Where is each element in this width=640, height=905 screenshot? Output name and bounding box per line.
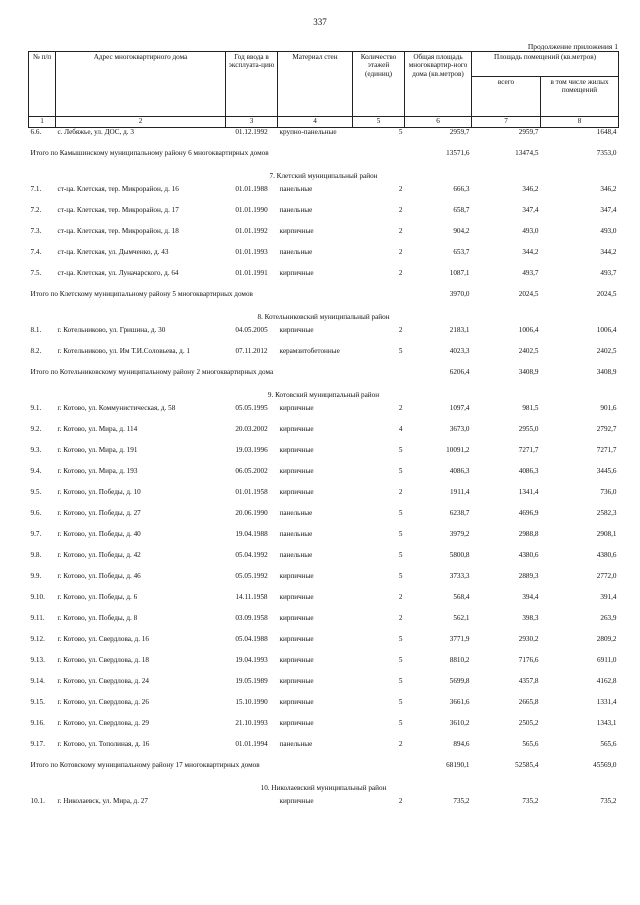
year-cell: 19.04.1988 <box>235 530 268 538</box>
row-number: 9.9. <box>30 572 42 580</box>
floors-cell: 5 <box>398 347 403 355</box>
year-cell <box>226 797 278 818</box>
premises-residential-cell: 263,9 <box>600 614 617 622</box>
material-cell: кирпичные <box>279 269 314 277</box>
year-cell: 21.10.1993 <box>235 719 268 727</box>
material-cell: панельные <box>279 509 313 517</box>
year-cell: 01.01.1994 <box>235 740 268 748</box>
section-title: 9. Котовский муниципальный район <box>267 391 380 399</box>
address-cell: г. Котово, ул. Свердлова, д. 18 <box>57 656 149 664</box>
premises-residential-cell: 3445,6 <box>596 467 617 475</box>
premises-residential-cell: 7271,7 <box>596 446 617 454</box>
floors-cell: 2 <box>398 593 403 601</box>
year-cell: 05.04.1992 <box>235 551 268 559</box>
total-row <box>29 368 619 391</box>
year-cell: 05.05.1992 <box>235 572 268 580</box>
table-row <box>29 740 619 761</box>
table-row <box>29 572 619 593</box>
premises-all-cell: 7271,7 <box>518 446 539 454</box>
material-cell: кирпичные <box>279 467 314 475</box>
total-row <box>29 290 619 313</box>
address-cell: г. Котово, ул. Свердлова, д. 26 <box>57 698 149 706</box>
row-number: 9.3. <box>30 446 42 454</box>
col-number: 6 <box>405 117 472 128</box>
table-header <box>29 52 619 128</box>
total-area-cell: 68190,1 <box>446 761 470 769</box>
housing-table <box>28 51 619 818</box>
premises-residential-cell: 735,2 <box>600 797 617 805</box>
row-number: 9.13. <box>30 656 45 664</box>
table-row <box>29 248 619 269</box>
premises-all-cell: 4357,8 <box>518 677 539 685</box>
total-area-cell: 3610,2 <box>449 719 470 727</box>
header-premises: Площадь помещений (кв.метров) <box>472 52 619 77</box>
premises-all-cell: 1006,4 <box>518 326 539 334</box>
material-cell: кирпичные <box>279 425 314 433</box>
year-cell: 01.01.1993 <box>235 248 268 256</box>
table-row <box>29 347 619 368</box>
row-number: 9.11. <box>30 614 45 622</box>
table-row <box>29 206 619 227</box>
year-cell: 05.05.1995 <box>235 404 268 412</box>
premises-all-cell: 565,6 <box>522 740 539 748</box>
premises-all-cell: 398,3 <box>522 614 539 622</box>
table-row <box>29 530 619 551</box>
continuation-note: Продолжение приложения 1 <box>527 42 618 51</box>
premises-all-cell: 493,0 <box>522 227 539 235</box>
table-row <box>29 719 619 740</box>
address-cell: г. Котельниково, ул. Им Т.И.Соловьева, д. 1 <box>57 347 191 355</box>
floors-cell: 5 <box>398 128 403 136</box>
material-cell: крупно-панельные <box>279 128 337 136</box>
total-area-cell: 3970,0 <box>449 290 470 298</box>
premises-all-cell: 2930,2 <box>518 635 539 643</box>
header-material: Материал стен <box>278 52 353 117</box>
year-cell: 19.04.1993 <box>235 656 268 664</box>
address-cell: г. Николаевск, ул. Мира, д. 27 <box>57 797 148 805</box>
floors-cell: 2 <box>398 206 403 214</box>
year-cell: 01.01.1991 <box>235 269 268 277</box>
premises-all-cell: 2889,3 <box>518 572 539 580</box>
section-title: 7. Клетский муниципальный район <box>269 172 378 180</box>
material-cell: кирпичные <box>279 797 314 805</box>
address-cell: ст-ца. Клетская, ул. Дымченко, д. 43 <box>57 248 169 256</box>
table-row <box>29 425 619 446</box>
material-cell: кирпичные <box>279 404 314 412</box>
total-area-cell: 4086,3 <box>449 467 470 475</box>
premises-residential-cell: 2908,1 <box>596 530 617 538</box>
premises-all-cell: 2955,0 <box>518 425 539 433</box>
floors-cell: 2 <box>398 404 403 412</box>
row-number: 10.1. <box>30 797 45 805</box>
premises-residential-cell: 2809,2 <box>596 635 617 643</box>
premises-all-cell: 493,7 <box>522 269 539 277</box>
material-cell: кирпичные <box>279 719 314 727</box>
total-label: Итого по Котельниковскому муниципальному району 2 многоквартирных дома <box>30 368 274 376</box>
table-row <box>29 509 619 530</box>
floors-cell: 5 <box>398 656 403 664</box>
row-number: 9.14. <box>30 677 45 685</box>
premises-all-cell: 735,2 <box>522 797 539 805</box>
col-number: 5 <box>353 117 405 128</box>
page-number: 337 <box>313 17 327 27</box>
address-cell: г. Котово, ул. Мира, д. 193 <box>57 467 138 475</box>
material-cell: кирпичные <box>279 656 314 664</box>
col-number: 2 <box>56 117 226 128</box>
premises-residential-cell: 1648,4 <box>596 128 617 136</box>
row-number: 9.10. <box>30 593 45 601</box>
premises-all-cell: 4696,9 <box>518 509 539 517</box>
total-area-cell: 8810,2 <box>449 656 470 664</box>
year-cell: 03.09.1958 <box>235 614 268 622</box>
row-number: 9.12. <box>30 635 45 643</box>
premises-residential-cell: 2402,5 <box>596 347 617 355</box>
total-area-cell: 1087,1 <box>449 269 470 277</box>
address-cell: ст-ца. Клетская, тер. Микрорайон, д. 18 <box>57 227 179 235</box>
year-cell: 01.01.1988 <box>235 185 268 193</box>
premises-all-cell: 347,4 <box>522 206 539 214</box>
table-row <box>29 404 619 425</box>
year-cell: 06.05.2002 <box>235 467 268 475</box>
year-cell: 20.03.2002 <box>235 425 268 433</box>
total-area-cell: 2959,7 <box>449 128 470 136</box>
row-number: 9.16. <box>30 719 45 727</box>
floors-cell: 2 <box>398 614 403 622</box>
floors-cell: 5 <box>398 509 403 517</box>
header-residential: в том числе жилых помещений <box>541 77 619 117</box>
material-cell: кирпичные <box>279 488 314 496</box>
section-heading-row <box>29 172 619 185</box>
year-cell: 19.05.1989 <box>235 677 268 685</box>
material-cell: кирпичные <box>279 635 314 643</box>
premises-residential-cell: 1343,1 <box>596 719 617 727</box>
total-row <box>29 149 619 172</box>
floors-cell: 2 <box>398 269 403 277</box>
premises-residential-cell: 2024,5 <box>596 290 617 298</box>
header-floors: Количество этажей (единиц) <box>353 52 405 117</box>
address-cell: г. Котово, ул. Мира, д. 191 <box>57 446 138 454</box>
premises-residential-cell: 346,2 <box>600 185 617 193</box>
floors-cell: 5 <box>398 698 403 706</box>
row-number: 9.8. <box>30 551 42 559</box>
table-row <box>29 269 619 290</box>
total-area-cell: 6238,7 <box>449 509 470 517</box>
floors-cell: 5 <box>398 530 403 538</box>
premises-residential-cell: 4380,6 <box>596 551 617 559</box>
premises-residential-cell: 1006,4 <box>596 326 617 334</box>
address-cell: г. Котово, ул. Свердлова, д. 24 <box>57 677 149 685</box>
total-row <box>29 761 619 784</box>
table-row <box>29 488 619 509</box>
row-number: 8.1. <box>30 326 42 334</box>
address-cell: с. Лебяжье, ул. ДОС, д. 3 <box>57 128 134 136</box>
address-cell: г. Котово, ул. Свердлова, д. 29 <box>57 719 149 727</box>
premises-all-cell: 52585,4 <box>515 761 539 769</box>
premises-residential-cell: 565,6 <box>600 740 617 748</box>
total-area-cell: 3771,9 <box>449 635 470 643</box>
premises-all-cell: 4086,3 <box>518 467 539 475</box>
material-cell: панельные <box>279 248 313 256</box>
year-cell: 01.01.1990 <box>235 206 268 214</box>
total-area-cell: 568,4 <box>453 593 470 601</box>
address-cell: г. Котово, ул. Победы, д. 42 <box>57 551 141 559</box>
total-area-cell: 10091,2 <box>446 446 470 454</box>
table-row <box>29 797 619 818</box>
row-number: 9.7. <box>30 530 42 538</box>
premises-residential-cell: 493,7 <box>600 269 617 277</box>
premises-residential-cell: 493,0 <box>600 227 617 235</box>
row-number: 6.6. <box>30 128 42 136</box>
year-cell: 05.04.1988 <box>235 635 268 643</box>
address-cell: ст-ца. Клетская, ул. Луначарского, д. 64 <box>57 269 179 277</box>
total-area-cell: 3733,3 <box>449 572 470 580</box>
year-cell: 19.03.1996 <box>235 446 268 454</box>
premises-residential-cell: 344,2 <box>600 248 617 256</box>
year-cell: 07.11.2012 <box>235 347 268 355</box>
row-number: 9.6. <box>30 509 42 517</box>
total-area-cell: 562,1 <box>453 614 470 622</box>
total-area-cell: 13571,6 <box>446 149 470 157</box>
address-cell: г. Котово, ул. Победы, д. 8 <box>57 614 138 622</box>
total-area-cell: 666,3 <box>453 185 470 193</box>
premises-all-cell: 346,2 <box>522 185 539 193</box>
table-row <box>29 677 619 698</box>
premises-residential-cell: 901,6 <box>600 404 617 412</box>
total-area-cell: 658,7 <box>453 206 470 214</box>
table-row <box>29 326 619 347</box>
total-area-cell: 1097,4 <box>449 404 470 412</box>
total-area-cell: 3979,2 <box>449 530 470 538</box>
premises-residential-cell: 2582,3 <box>596 509 617 517</box>
floors-cell: 5 <box>398 677 403 685</box>
column-number-row <box>29 117 619 128</box>
table-row <box>29 128 619 150</box>
material-cell: кирпичные <box>279 572 314 580</box>
address-cell: ст-ца. Клетская, тер. Микрорайон, д. 17 <box>57 206 179 214</box>
row-number: 9.15. <box>30 698 45 706</box>
premises-residential-cell: 2772,0 <box>596 572 617 580</box>
row-number: 9.5. <box>30 488 42 496</box>
premises-all-cell: 1341,4 <box>518 488 539 496</box>
total-area-cell: 2183,1 <box>449 326 470 334</box>
floors-cell: 2 <box>398 740 403 748</box>
floors-cell: 5 <box>398 719 403 727</box>
floors-cell: 2 <box>398 797 403 805</box>
premises-residential-cell: 3408,9 <box>596 368 617 376</box>
address-cell: г. Котово, ул. Мира, д. 114 <box>57 425 138 433</box>
header-all: всего <box>472 77 541 117</box>
row-number: 9.1. <box>30 404 42 412</box>
floors-cell: 2 <box>398 227 403 235</box>
floors-cell: 2 <box>398 488 403 496</box>
material-cell: кирпичные <box>279 446 314 454</box>
address-cell: г. Котово, ул. Победы, д. 10 <box>57 488 141 496</box>
floors-cell: 2 <box>398 185 403 193</box>
year-cell: 15.10.1990 <box>235 698 268 706</box>
address-cell: г. Котово, ул. Свердлова, д. 16 <box>57 635 149 643</box>
floors-cell: 2 <box>398 326 403 334</box>
row-number: 7.2. <box>30 206 42 214</box>
address-cell: г. Котово, ул. Победы, д. 46 <box>57 572 141 580</box>
premises-all-cell: 2402,5 <box>518 347 539 355</box>
material-cell: кирпичные <box>279 698 314 706</box>
premises-residential-cell: 6911,0 <box>597 656 617 664</box>
total-label: Итого по Клетскому муниципальному району 5 многоквартирных домов <box>30 290 253 298</box>
row-number: 9.4. <box>30 467 42 475</box>
total-area-cell: 653,7 <box>453 248 470 256</box>
premises-residential-cell: 1331,4 <box>596 698 617 706</box>
table-row <box>29 467 619 488</box>
table-row <box>29 185 619 206</box>
section-heading-row <box>29 784 619 797</box>
material-cell: панельные <box>279 206 313 214</box>
col-number: 7 <box>472 117 541 128</box>
header-address: Адрес многоквартирного дома <box>56 52 226 117</box>
section-heading-row <box>29 313 619 326</box>
premises-residential-cell: 4162,8 <box>596 677 617 685</box>
floors-cell: 2 <box>398 248 403 256</box>
material-cell: панельные <box>279 551 313 559</box>
table-row <box>29 551 619 572</box>
year-cell: 20.06.1990 <box>235 509 268 517</box>
premises-all-cell: 13474,5 <box>515 149 539 157</box>
total-area-cell: 3673,0 <box>449 425 470 433</box>
table-row <box>29 635 619 656</box>
col-number: 1 <box>29 117 56 128</box>
material-cell: кирпичные <box>279 677 314 685</box>
total-label: Итого по Котовскому муниципальному району 17 многоквартирных домов <box>30 761 260 769</box>
header-num: № п/п <box>29 52 56 117</box>
row-number: 7.3. <box>30 227 42 235</box>
year-cell: 01.01.1992 <box>235 227 268 235</box>
premises-residential-cell: 736,0 <box>600 488 617 496</box>
material-cell: кирпичные <box>279 326 314 334</box>
address-cell: г. Котово, ул. Тополиная, д. 16 <box>57 740 150 748</box>
material-cell: кирпичные <box>279 227 314 235</box>
year-cell: 01.01.1958 <box>235 488 268 496</box>
material-cell: панельные <box>279 530 313 538</box>
premises-all-cell: 344,2 <box>522 248 539 256</box>
total-area-cell: 894,6 <box>453 740 470 748</box>
row-number: 8.2. <box>30 347 42 355</box>
table-row <box>29 227 619 248</box>
premises-all-cell: 2988,8 <box>518 530 539 538</box>
floors-cell: 5 <box>398 635 403 643</box>
premises-all-cell: 3408,9 <box>518 368 539 376</box>
premises-residential-cell: 7353,0 <box>596 149 617 157</box>
section-title: 8. Котельниковский муниципальный район <box>257 313 390 321</box>
floors-cell: 5 <box>398 551 403 559</box>
floors-cell: 5 <box>398 446 403 454</box>
total-area-cell: 5699,8 <box>449 677 470 685</box>
row-number: 9.2. <box>30 425 42 433</box>
address-cell: г. Котово, ул. Коммунистическая, д. 58 <box>57 404 176 412</box>
address-cell: г. Котово, ул. Победы, д. 27 <box>57 509 141 517</box>
row-number: 9.17. <box>30 740 45 748</box>
table-row <box>29 446 619 467</box>
premises-all-cell: 394,4 <box>522 593 539 601</box>
premises-residential-cell: 347,4 <box>600 206 617 214</box>
row-number: 7.4. <box>30 248 42 256</box>
premises-all-cell: 2024,5 <box>518 290 539 298</box>
year-cell: 14.11.1958 <box>235 593 268 601</box>
header-year: Год ввода в эксплуата-цию <box>226 52 278 117</box>
col-number: 4 <box>278 117 353 128</box>
material-cell: кирпичные <box>279 614 314 622</box>
table-row <box>29 656 619 677</box>
year-cell: 04.05.2005 <box>235 326 268 334</box>
total-area-cell: 904,2 <box>453 227 470 235</box>
total-area-cell: 3661,6 <box>449 698 470 706</box>
address-cell: г. Котово, ул. Победы, д. 6 <box>57 593 138 601</box>
section-heading-row <box>29 391 619 404</box>
total-label: Итого по Камышинскому муниципальному району 6 многоквартирных домов <box>30 149 269 157</box>
material-cell: панельные <box>279 185 313 193</box>
total-area-cell: 4023,3 <box>449 347 470 355</box>
year-cell: 01.12.1992 <box>235 128 268 136</box>
row-number: 7.1. <box>30 185 42 193</box>
table-body <box>29 128 619 819</box>
total-area-cell: 735,2 <box>453 797 470 805</box>
address-cell: г. Котово, ул. Победы, д. 40 <box>57 530 141 538</box>
col-number: 8 <box>541 117 619 128</box>
premises-residential-cell: 391,4 <box>600 593 617 601</box>
total-area-cell: 1911,4 <box>450 488 470 496</box>
material-cell: кирпичные <box>279 593 314 601</box>
premises-all-cell: 7176,6 <box>518 656 539 664</box>
total-area-cell: 6206,4 <box>449 368 470 376</box>
address-cell: г. Котельниково, ул. Гришина, д. 30 <box>57 326 166 334</box>
material-cell: панельные <box>279 740 313 748</box>
row-number: 7.5. <box>30 269 42 277</box>
premises-all-cell: 2505,2 <box>518 719 539 727</box>
premises-residential-cell: 2792,7 <box>596 425 617 433</box>
material-cell: керамзитобетонные <box>279 347 340 355</box>
col-number: 3 <box>226 117 278 128</box>
table-row <box>29 614 619 635</box>
header-total-area: Общая площадь многоквартир-ного дома (кв.метров) <box>405 52 472 117</box>
premises-all-cell: 2959,7 <box>518 128 539 136</box>
table-row <box>29 698 619 719</box>
premises-all-cell: 2665,8 <box>518 698 539 706</box>
floors-cell: 5 <box>398 467 403 475</box>
section-title: 10. Николаевский муниципальный район <box>260 784 387 792</box>
premises-residential-cell: 45569,0 <box>593 761 617 769</box>
floors-cell: 5 <box>398 572 403 580</box>
floors-cell: 4 <box>398 425 403 433</box>
premises-all-cell: 981,5 <box>522 404 539 412</box>
table-row <box>29 593 619 614</box>
premises-all-cell: 4380,6 <box>518 551 539 559</box>
total-area-cell: 5800,8 <box>449 551 470 559</box>
address-cell: ст-ца. Клетская, тер. Микрорайон, д. 16 <box>57 185 179 193</box>
